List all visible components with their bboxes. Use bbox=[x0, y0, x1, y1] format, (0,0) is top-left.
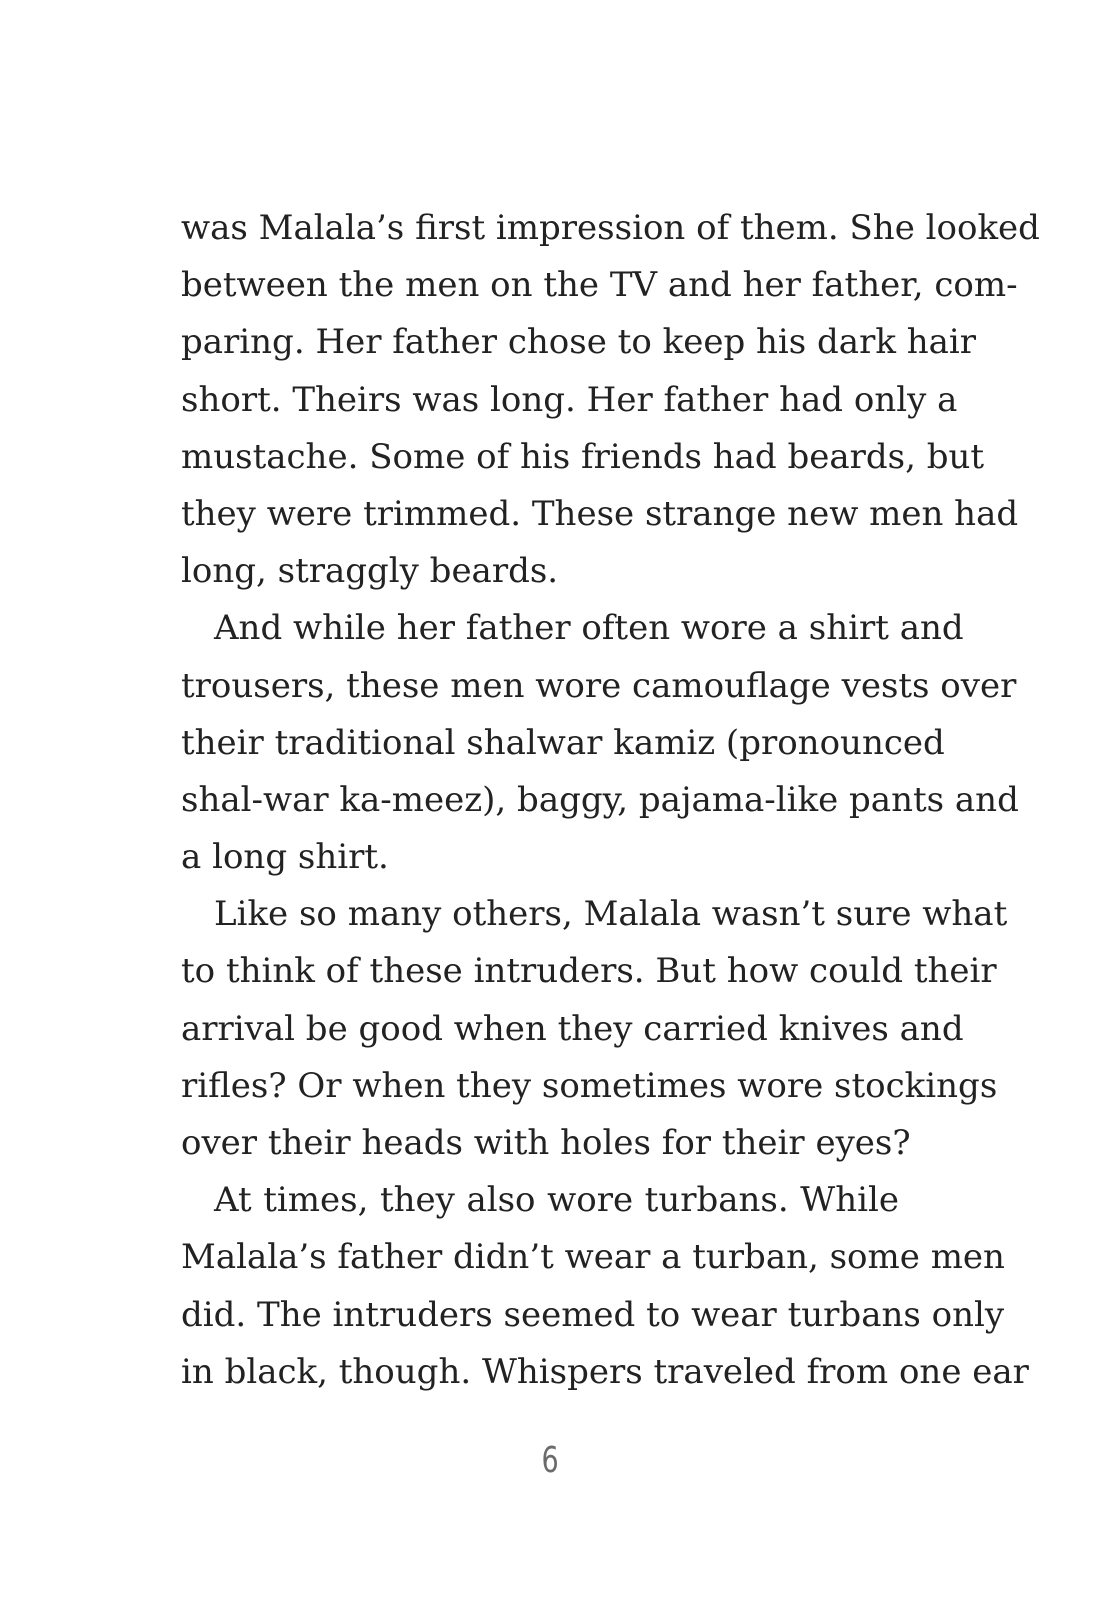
text-line: they were trimmed. These strange new men had bbox=[181, 493, 1019, 534]
text-line: short. Theirs was long. Her father had only a bbox=[181, 379, 958, 420]
text-line: their traditional shalwar kamiz (pronounced bbox=[181, 722, 945, 763]
page-number: 6 bbox=[541, 1440, 560, 1481]
paragraph bbox=[181, 200, 1040, 600]
text-line: trousers, these men wore camouflage vests over bbox=[181, 665, 1017, 706]
paragraph bbox=[181, 1172, 1029, 1401]
text-line: paring. Her father chose to keep his dark hair bbox=[181, 322, 977, 363]
text-line: Like so many others, Malala wasn’t sure what bbox=[214, 894, 1008, 935]
text-line: Malala’s father didn’t wear a turban, some men bbox=[181, 1237, 1005, 1278]
text-line: was Malala’s first impression of them. She looked bbox=[181, 208, 1040, 248]
text-line: At times, they also wore turbans. While bbox=[214, 1180, 899, 1221]
text-line: long, straggly beards. bbox=[181, 551, 559, 592]
text-line: And while her father often wore a shirt and bbox=[214, 608, 964, 649]
text-line: did. The intruders seemed to wear turbans only bbox=[181, 1294, 1005, 1335]
text-line: shal-war ka-meez), baggy, pajama-like pants and bbox=[181, 779, 1019, 820]
text-line: rifles? Or when they sometimes wore stockings bbox=[181, 1065, 998, 1106]
text-line: in black, though. Whispers traveled from one ear bbox=[181, 1351, 1029, 1392]
paragraph bbox=[181, 886, 1008, 1172]
body-text bbox=[181, 200, 1040, 1401]
paragraph bbox=[181, 600, 1019, 886]
text-line: over their heads with holes for their eyes? bbox=[181, 1123, 911, 1163]
text-line: to think of these intruders. But how could their bbox=[181, 951, 997, 992]
text-line: a long shirt. bbox=[181, 837, 389, 878]
text-line: between the men on the TV and her father, com- bbox=[181, 265, 1018, 306]
text-line: arrival be good when they carried knives and bbox=[181, 1008, 964, 1049]
text-line: mustache. Some of his friends had beards, but bbox=[181, 436, 985, 477]
